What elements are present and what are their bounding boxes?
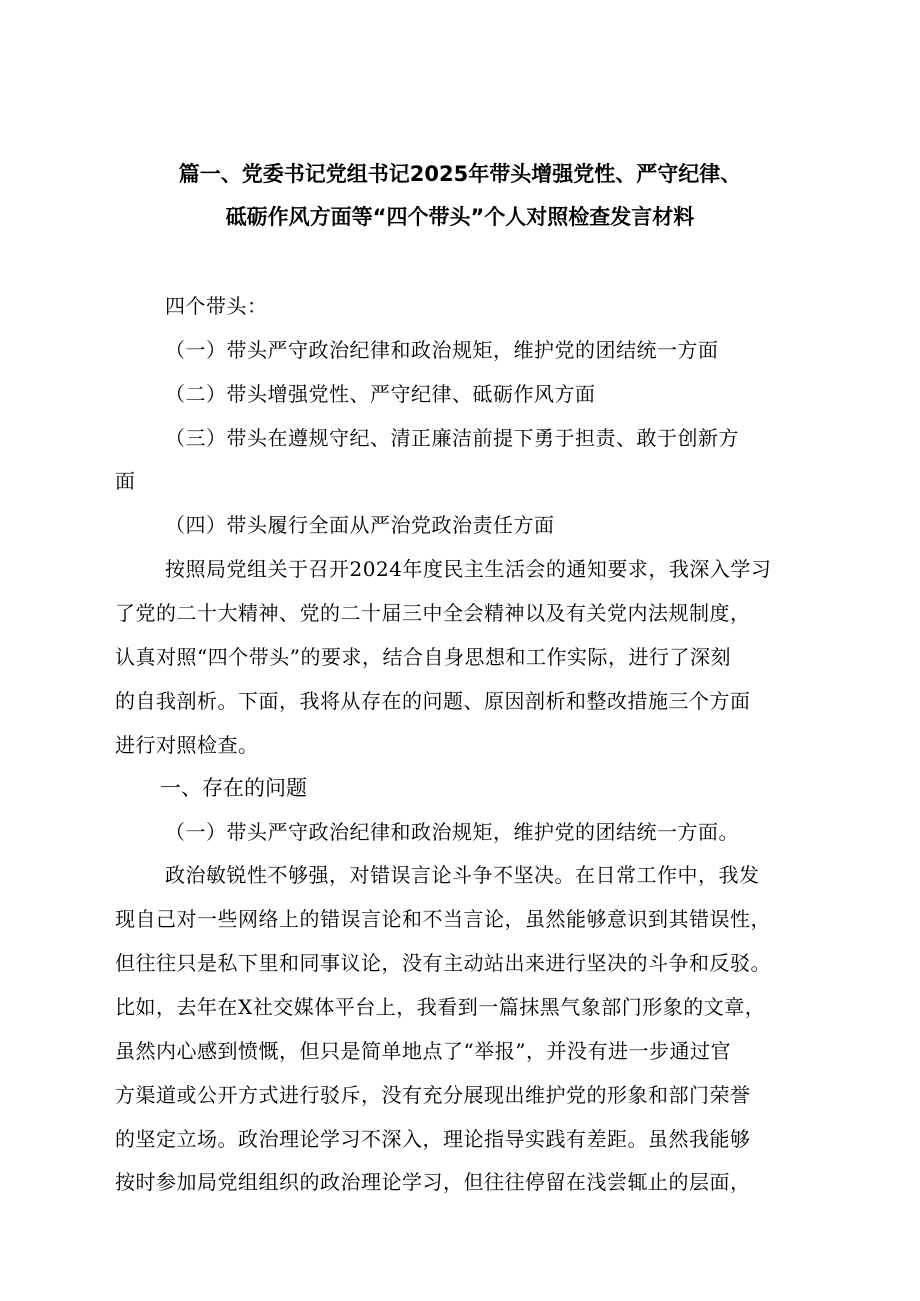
paragraph-line: 按照局党组关于召开2024年度民主生活会的通知要求，我深入学习 xyxy=(165,557,772,581)
list-item: （一）带头严守政治纪律和政治规矩，维护党的团结统一方面 xyxy=(165,338,719,362)
paragraph-line: 方渠道或公开方式进行驳斥，没有充分展现出维护党的形象和部门荣誉 xyxy=(115,1083,751,1107)
paragraph-line: 政治敏锐性不够强，对错误言论斗争不坚决。在日常工作中，我发 xyxy=(165,863,760,887)
paragraph-line: 比如，去年在X社交媒体平台上，我看到一篇抹黑气象部门形象的文章， xyxy=(115,995,766,1019)
document-title-line-1: 篇一、党委书记党组书记2025年带头增强党性、严守纪律、 xyxy=(178,162,742,186)
paragraph-line: 了党的二十大精神、党的二十届三中全会精神以及有关党内法规制度， xyxy=(115,601,751,625)
paragraph-line: 的坚定立场。政治理论学习不深入，理论指导实践有差距。虽然我能够 xyxy=(115,1127,751,1151)
paragraph-line: 现自己对一些网络上的错误言论和不当言论，虽然能够意识到其错误性， xyxy=(115,907,771,931)
section-heading: 一、存在的问题 xyxy=(160,776,307,800)
paragraph-line: 但往往只是私下里和同事议论，没有主动站出来进行坚决的斗争和反驳。 xyxy=(115,951,771,975)
list-item: （四）带头履行全面从严治党政治责任方面 xyxy=(165,513,555,537)
intro-label: 四个带头： xyxy=(165,294,268,318)
list-item-continuation: 面 xyxy=(115,469,136,493)
paragraph-line: 进行对照检查。 xyxy=(115,733,259,757)
paragraph-line: 按时参加局党组组织的政治理论学习，但往往停留在浅尝辄止的层面， xyxy=(115,1170,751,1194)
document-title-line-2: 砥砺作风方面等“四个带头”个人对照检查发言材料 xyxy=(225,205,695,229)
paragraph-line: 的自我剖析。下面，我将从存在的问题、原因剖析和整改措施三个方面 xyxy=(115,689,751,713)
paragraph-line: 虽然内心感到愤慨，但只是简单地点了“举报”，并没有进一步通过官 xyxy=(115,1039,731,1063)
list-item: （二）带头增强党性、严守纪律、砥砺作风方面 xyxy=(165,382,596,406)
list-item: （三）带头在遵规守纪、清正廉洁前提下勇于担责、敢于创新方 xyxy=(165,426,739,450)
paragraph-line: 认真对照“四个带头”的要求，结合自身思想和工作实际，进行了深刻 xyxy=(115,645,731,669)
subsection-heading: （一）带头严守政治纪律和政治规矩，维护党的团结统一方面。 xyxy=(165,820,739,844)
